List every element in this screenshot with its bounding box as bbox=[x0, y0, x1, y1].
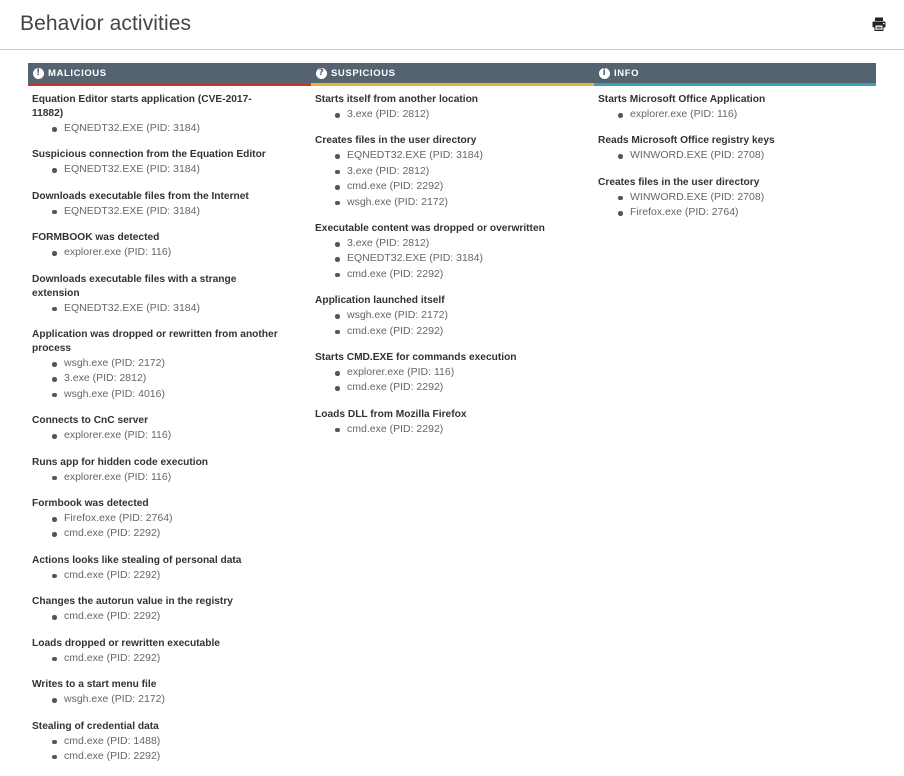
process-link[interactable]: cmd.exe (PID: 2292) bbox=[335, 380, 594, 395]
process-link[interactable]: EQNEDT32.EXE (PID: 3184) bbox=[52, 121, 311, 136]
activity-item bbox=[32, 273, 311, 316]
process-link[interactable]: 3.exe (PID: 2812) bbox=[52, 371, 311, 386]
process-list bbox=[32, 470, 311, 485]
process-link[interactable]: wsgh.exe (PID: 2172) bbox=[335, 195, 594, 210]
process-link[interactable]: EQNEDT32.EXE (PID: 3184) bbox=[52, 301, 311, 316]
activity-item bbox=[32, 328, 311, 402]
print-icon[interactable] bbox=[872, 17, 886, 31]
process-link[interactable]: WINWORD.EXE (PID: 2708) bbox=[618, 190, 876, 205]
process-list bbox=[598, 148, 876, 163]
process-list bbox=[32, 301, 311, 316]
activity-title[interactable]: Equation Editor starts application (CVE-2017-11882) bbox=[32, 94, 252, 119]
activity-title[interactable]: Creates files in the user directory bbox=[315, 135, 477, 147]
process-list bbox=[32, 245, 311, 260]
process-link[interactable]: EQNEDT32.EXE (PID: 3184) bbox=[52, 204, 311, 219]
process-list bbox=[32, 568, 311, 583]
activity-item bbox=[315, 408, 594, 437]
activity-title[interactable]: Loads dropped or rewritten executable bbox=[32, 637, 220, 649]
activity-item bbox=[315, 222, 594, 282]
column-body bbox=[28, 86, 311, 764]
activity-title[interactable]: Changes the autorun value in the registry bbox=[32, 596, 233, 608]
activity-title[interactable]: Loads DLL from Mozilla Firefox bbox=[315, 408, 467, 420]
process-link[interactable]: WINWORD.EXE (PID: 2708) bbox=[618, 148, 876, 163]
activity-item bbox=[32, 190, 311, 219]
process-list bbox=[315, 107, 594, 122]
activity-item bbox=[598, 176, 876, 221]
activity-item bbox=[315, 294, 594, 339]
behavior-columns bbox=[28, 63, 876, 776]
process-list bbox=[32, 428, 311, 443]
process-link[interactable]: cmd.exe (PID: 1488) bbox=[52, 734, 311, 749]
process-link[interactable]: explorer.exe (PID: 116) bbox=[618, 107, 876, 122]
process-list bbox=[32, 511, 311, 542]
activity-title[interactable]: Creates files in the user directory bbox=[598, 176, 760, 188]
process-link[interactable]: cmd.exe (PID: 2292) bbox=[52, 651, 311, 666]
activity-item bbox=[598, 93, 876, 122]
activity-title[interactable]: Connects to CnC server bbox=[32, 415, 149, 427]
process-list bbox=[315, 236, 594, 282]
process-list bbox=[32, 356, 311, 402]
process-list bbox=[32, 121, 311, 136]
activity-item bbox=[315, 134, 594, 210]
process-list bbox=[32, 734, 311, 765]
activity-title[interactable]: Starts Microsoft Office Application bbox=[598, 94, 766, 105]
activity-title[interactable]: Actions looks like stealing of personal data bbox=[32, 554, 242, 566]
process-link[interactable]: explorer.exe (PID: 116) bbox=[52, 470, 311, 485]
activity-title[interactable]: Runs app for hidden code execution bbox=[32, 456, 209, 468]
process-link[interactable]: explorer.exe (PID: 116) bbox=[335, 365, 594, 380]
process-list bbox=[315, 365, 594, 396]
process-list bbox=[32, 692, 311, 707]
activity-item bbox=[32, 456, 311, 485]
activity-title[interactable]: Starts CMD.EXE for commands execution bbox=[315, 352, 517, 364]
activity-title[interactable]: Formbook was detected bbox=[32, 498, 149, 510]
process-list bbox=[315, 308, 594, 339]
process-link[interactable]: cmd.exe (PID: 2292) bbox=[52, 568, 311, 583]
exclamation-circle-icon: ! bbox=[33, 68, 44, 79]
activity-title[interactable]: Downloads executable files from the Internet bbox=[32, 190, 249, 202]
column-label: INFO bbox=[614, 67, 640, 79]
activity-item bbox=[32, 678, 311, 707]
page-header bbox=[0, 0, 904, 50]
process-link[interactable]: cmd.exe (PID: 2292) bbox=[52, 609, 311, 624]
activity-title[interactable]: Stealing of credential data bbox=[32, 720, 159, 732]
question-circle-icon: ? bbox=[316, 68, 327, 79]
process-link[interactable]: wsgh.exe (PID: 2172) bbox=[335, 308, 594, 323]
activity-title[interactable]: Downloads executable files with a strange extension bbox=[32, 273, 237, 299]
process-list bbox=[598, 107, 876, 122]
page-title: Behavior activities bbox=[20, 12, 192, 35]
process-link[interactable]: EQNEDT32.EXE (PID: 3184) bbox=[335, 148, 594, 163]
activity-title[interactable]: Writes to a start menu file bbox=[32, 679, 157, 691]
activity-title[interactable]: FORMBOOK was detected bbox=[32, 232, 160, 244]
process-link[interactable]: 3.exe (PID: 2812) bbox=[335, 107, 594, 122]
activity-title[interactable]: Starts itself from another location bbox=[315, 94, 479, 105]
process-link[interactable]: cmd.exe (PID: 2292) bbox=[335, 422, 594, 437]
activity-item bbox=[32, 231, 311, 260]
process-link[interactable]: EQNEDT32.EXE (PID: 3184) bbox=[52, 162, 311, 177]
column-label: SUSPICIOUS bbox=[331, 67, 396, 79]
column-header-info bbox=[594, 63, 876, 86]
column-suspicious bbox=[311, 63, 594, 776]
process-list bbox=[32, 204, 311, 219]
process-link[interactable]: 3.exe (PID: 2812) bbox=[335, 164, 594, 179]
activity-title[interactable]: Suspicious connection from the Equation Editor bbox=[32, 149, 266, 161]
activity-title[interactable]: Reads Microsoft Office registry keys bbox=[598, 135, 775, 147]
column-body bbox=[311, 86, 594, 437]
activity-title[interactable]: Application was dropped or rewritten from another process bbox=[32, 329, 278, 355]
process-list bbox=[315, 422, 594, 437]
activity-title[interactable]: Executable content was dropped or overwritten bbox=[315, 223, 545, 235]
column-info bbox=[594, 63, 876, 776]
process-list bbox=[598, 190, 876, 221]
process-link[interactable]: cmd.exe (PID: 2292) bbox=[335, 267, 594, 282]
info-circle-icon: i bbox=[599, 68, 610, 79]
process-list bbox=[315, 148, 594, 210]
process-link[interactable]: wsgh.exe (PID: 2172) bbox=[52, 356, 311, 371]
column-body bbox=[594, 86, 876, 221]
activity-title[interactable]: Application launched itself bbox=[315, 295, 445, 307]
process-link[interactable]: cmd.exe (PID: 2292) bbox=[335, 324, 594, 339]
process-link[interactable]: cmd.exe (PID: 2292) bbox=[335, 179, 594, 194]
process-link[interactable]: wsgh.exe (PID: 2172) bbox=[52, 692, 311, 707]
activity-item bbox=[315, 351, 594, 396]
process-list bbox=[32, 162, 311, 177]
process-link[interactable]: explorer.exe (PID: 116) bbox=[52, 428, 311, 443]
process-link[interactable]: cmd.exe (PID: 2292) bbox=[52, 749, 311, 764]
activity-item bbox=[32, 497, 311, 542]
process-link[interactable]: cmd.exe (PID: 2292) bbox=[52, 526, 311, 541]
column-header-malicious bbox=[28, 63, 311, 86]
process-list bbox=[32, 609, 311, 624]
process-link[interactable]: 3.exe (PID: 2812) bbox=[335, 236, 594, 251]
column-header-suspicious bbox=[311, 63, 594, 86]
activity-item bbox=[315, 93, 594, 122]
process-link[interactable]: Firefox.exe (PID: 2764) bbox=[618, 205, 876, 220]
activity-item bbox=[32, 554, 311, 583]
activity-item bbox=[32, 148, 311, 177]
activity-item bbox=[32, 637, 311, 666]
activity-item bbox=[32, 93, 311, 136]
process-link[interactable]: explorer.exe (PID: 116) bbox=[52, 245, 311, 260]
process-list bbox=[32, 651, 311, 666]
activity-item bbox=[32, 720, 311, 765]
process-link[interactable]: EQNEDT32.EXE (PID: 3184) bbox=[335, 251, 594, 266]
column-label: MALICIOUS bbox=[48, 67, 107, 79]
activity-item bbox=[32, 414, 311, 443]
activity-item bbox=[598, 134, 876, 163]
process-link[interactable]: Firefox.exe (PID: 2764) bbox=[52, 511, 311, 526]
process-link[interactable]: wsgh.exe (PID: 4016) bbox=[52, 387, 311, 402]
activity-item bbox=[32, 595, 311, 624]
column-malicious bbox=[28, 63, 311, 776]
